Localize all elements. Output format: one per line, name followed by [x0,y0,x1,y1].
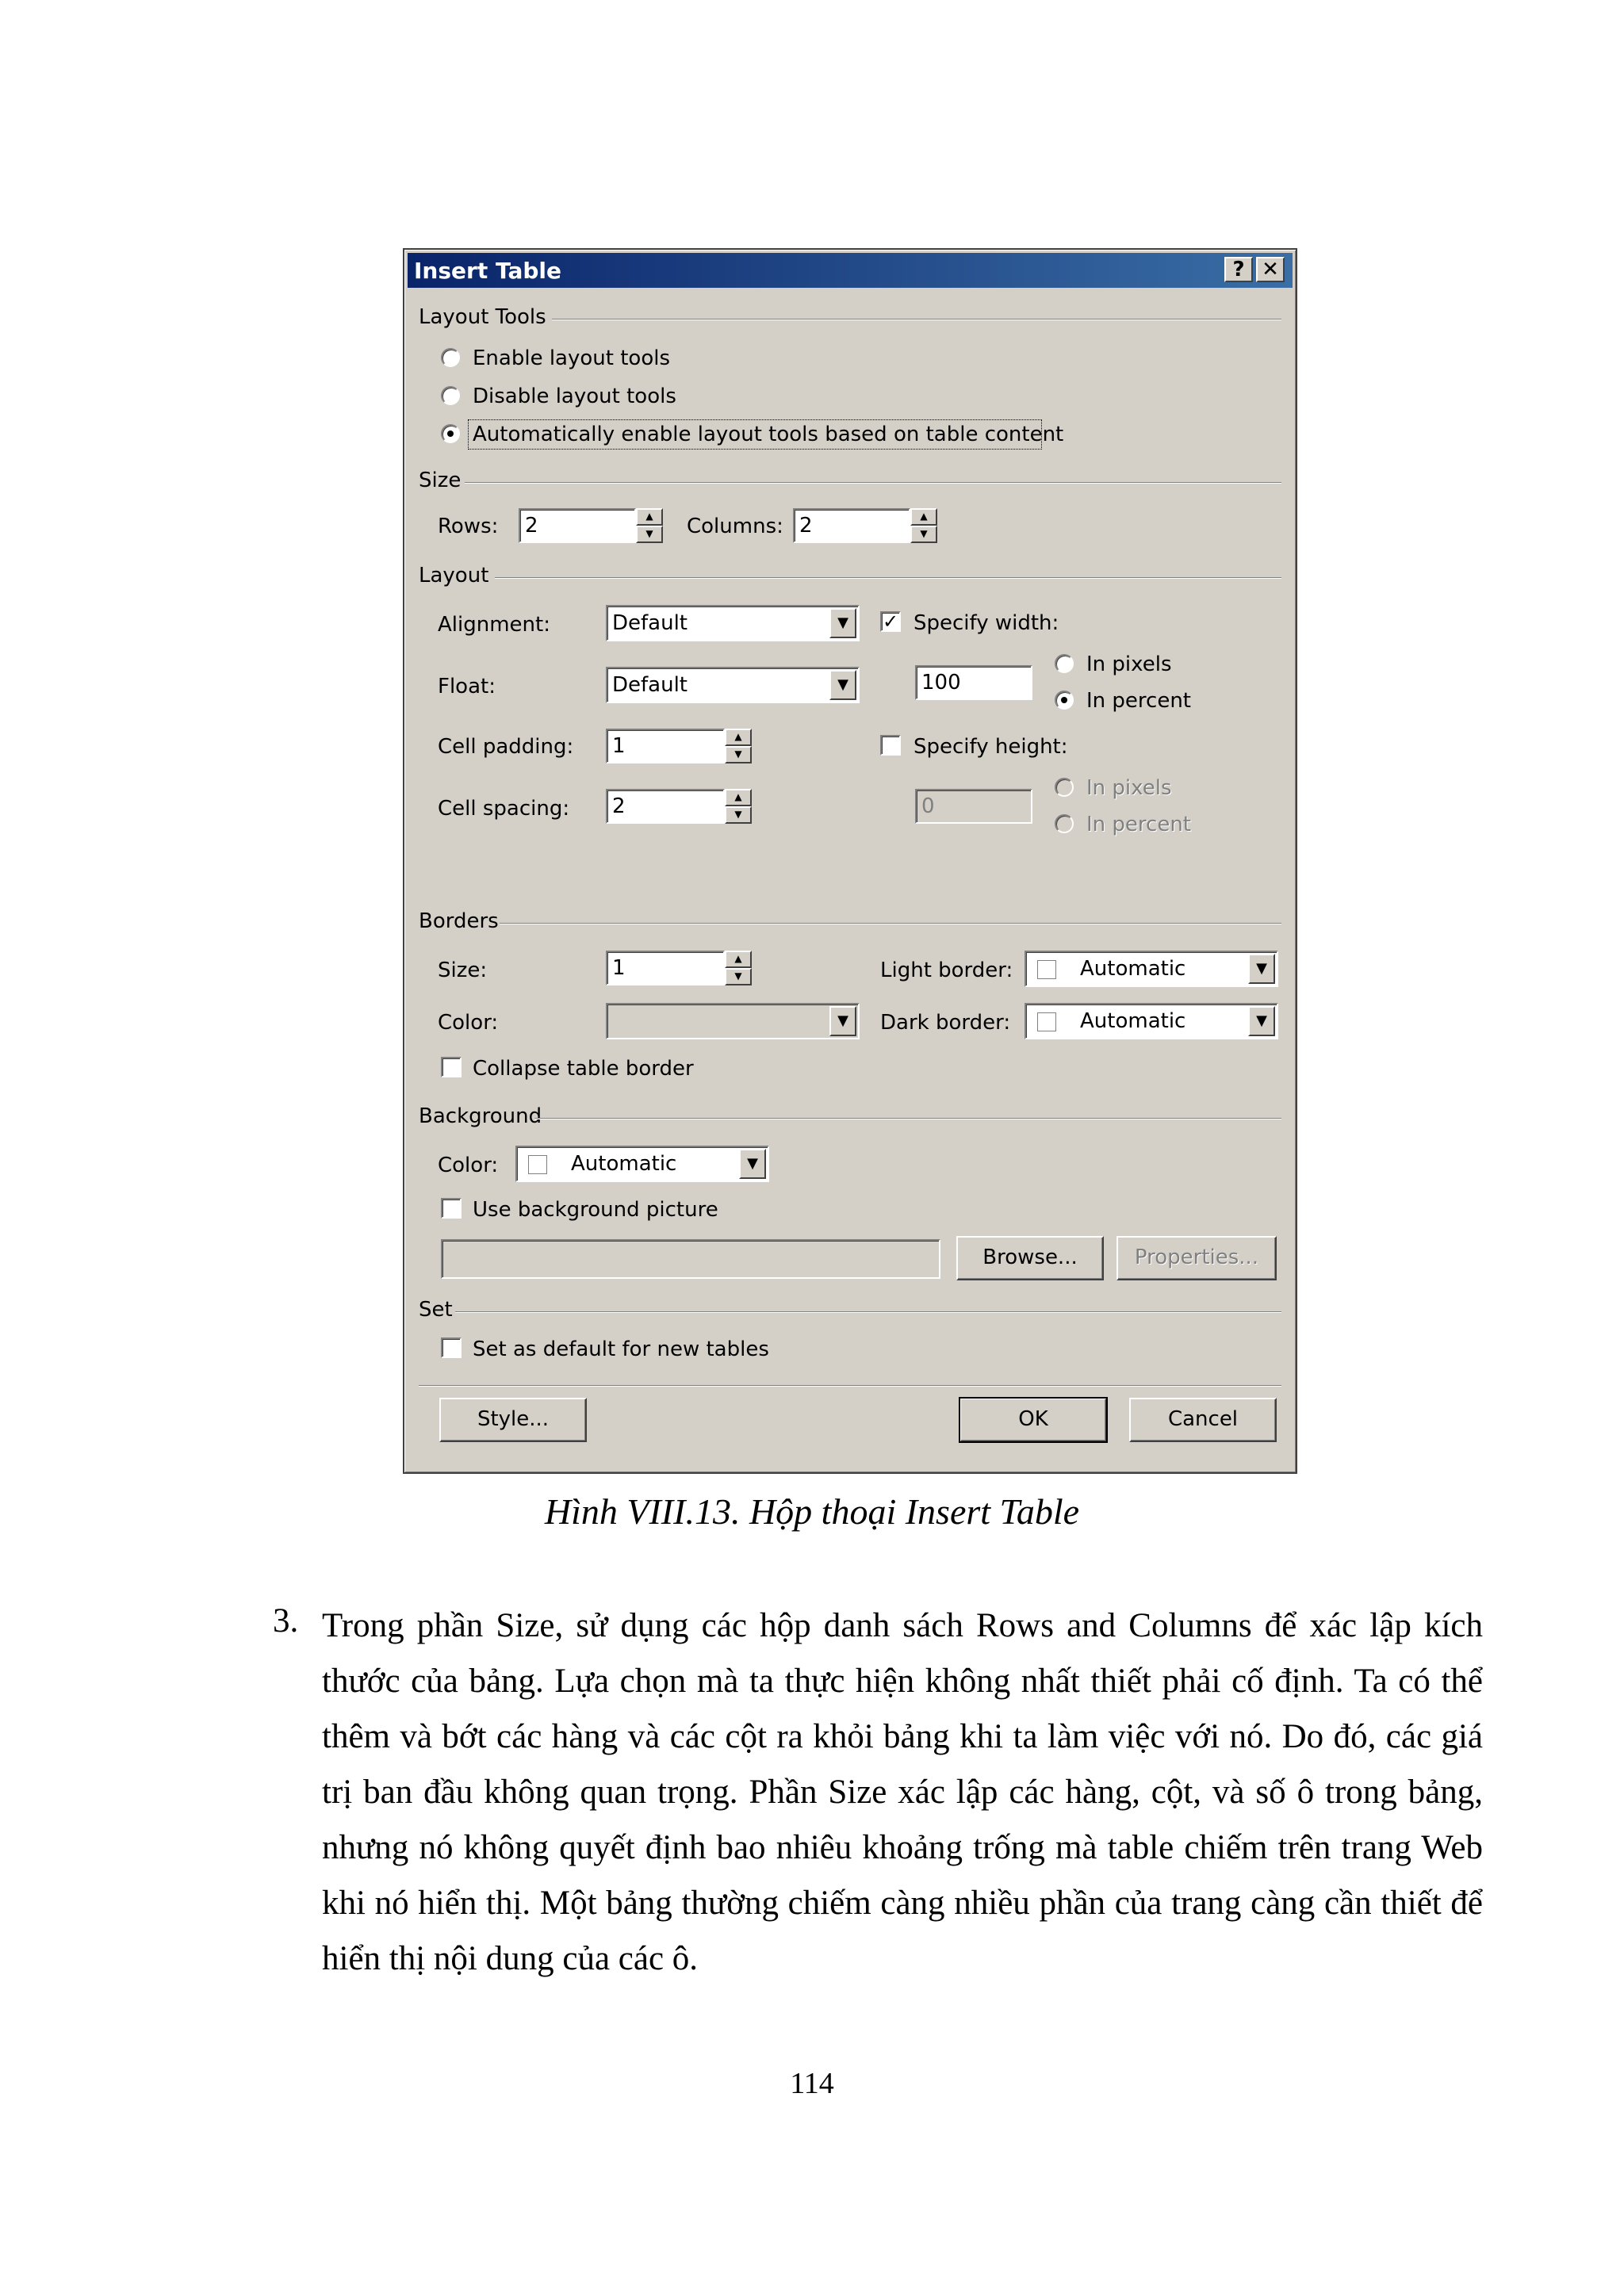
color-swatch-icon [528,1155,547,1174]
auto-layout-tools-label[interactable]: Automatically enable layout tools based on table content [473,423,1064,446]
insert-table-dialog [403,248,1297,1474]
chevron-down-icon[interactable]: ▼ [829,670,856,700]
radio-disable-layout-tools[interactable] [441,386,460,405]
layout-tools-divider [552,319,1281,320]
size-divider [465,482,1281,484]
title-bar[interactable] [408,253,1293,288]
properties-button: Properties... [1116,1236,1277,1280]
chevron-down-icon[interactable]: ▼ [1248,1006,1275,1036]
chevron-down-icon[interactable]: ▼ [829,608,856,638]
width-in-pixels-label[interactable]: In pixels [1086,652,1172,676]
spin-up-icon[interactable]: ▲ [636,508,663,526]
dark-border-value: Automatic [1080,1009,1186,1033]
collapse-border-label[interactable]: Collapse table border [473,1057,694,1081]
rows-stepper[interactable] [636,508,663,543]
page-number: 114 [790,2067,834,2100]
border-color-label: Color: [438,1011,499,1035]
float-value: Default [612,673,688,697]
border-size-stepper[interactable] [725,951,752,985]
enable-layout-tools-label[interactable]: Enable layout tools [473,346,670,370]
cell-spacing-stepper[interactable] [725,789,752,824]
background-picture-path [441,1239,940,1279]
cell-spacing-label: Cell spacing: [438,797,570,821]
height-input: 0 [915,789,1032,824]
dark-border-label: Dark border: [880,1011,1011,1035]
cell-padding-input[interactable]: 1 [606,729,725,763]
height-in-pixels-label: In pixels [1086,776,1172,800]
light-border-label: Light border: [880,959,1013,982]
size-heading: Size [419,469,462,492]
style-button[interactable]: Style... [439,1398,587,1442]
background-color-value: Automatic [571,1152,677,1176]
background-color-label: Color: [438,1154,499,1177]
set-default-label[interactable]: Set as default for new tables [473,1337,769,1361]
footer-divider [419,1385,1281,1387]
spin-down-icon[interactable]: ▼ [725,746,752,763]
width-input[interactable]: 100 [915,665,1032,700]
width-in-percent-label[interactable]: In percent [1086,689,1191,713]
set-heading: Set [419,1298,453,1322]
background-heading: Background [419,1104,542,1128]
radio-auto-layout-tools[interactable] [441,424,460,443]
height-in-percent-label: In percent [1086,813,1191,836]
border-size-label: Size: [438,959,488,982]
color-swatch-icon [1037,1012,1056,1031]
use-background-picture-label[interactable]: Use background picture [473,1198,718,1222]
layout-heading: Layout [419,564,489,587]
background-divider [534,1118,1281,1119]
columns-input[interactable]: 2 [793,508,910,543]
color-swatch-icon [1037,960,1056,979]
specify-width-label[interactable]: Specify width: [914,611,1059,635]
rows-label: Rows: [438,515,499,538]
specify-height-checkbox[interactable] [880,735,901,756]
chevron-down-icon[interactable]: ▼ [829,1006,856,1036]
dialog-title: Insert Table [414,258,561,284]
figure-caption: Hình VIII.13. Hộp thoại Insert Table [544,1491,1080,1532]
columns-label: Columns: [687,515,783,538]
radio-height-in-percent [1055,814,1074,833]
alignment-label: Alignment: [438,613,550,637]
chevron-down-icon[interactable]: ▼ [1248,954,1275,984]
use-background-picture-checkbox[interactable] [441,1198,462,1219]
alignment-value: Default [612,611,688,635]
spin-down-icon[interactable]: ▼ [636,526,663,543]
chevron-down-icon[interactable]: ▼ [739,1149,766,1179]
specify-height-label[interactable]: Specify height: [914,735,1068,759]
light-border-value: Automatic [1080,957,1186,981]
cell-padding-label: Cell padding: [438,735,574,759]
borders-divider [500,923,1281,924]
browse-button[interactable]: Browse... [956,1236,1104,1280]
layout-tools-heading: Layout Tools [419,305,546,329]
border-size-input[interactable]: 1 [606,951,725,985]
list-item-number: 3. [273,1602,299,1640]
dark-border-dropdown[interactable] [1025,1003,1278,1039]
background-color-dropdown[interactable] [515,1146,769,1182]
ok-button[interactable]: OK [959,1398,1107,1442]
cell-padding-stepper[interactable] [725,729,752,763]
columns-stepper[interactable] [910,508,937,543]
radio-height-in-pixels [1055,778,1074,797]
set-default-checkbox[interactable] [441,1337,462,1358]
set-divider [455,1311,1281,1313]
body-paragraph: Trong phần Size, sử dụng các hộp danh sách Rows and Columns để xác lập kích thước của bảng. Lựa chọn mà ta thực hiện không nhất thiết phải cố định. Ta có thể thêm và bớt các hàng và các cột ra khỏi bảng khi ta làm việc với nó. Do đó, các giá trị ban đầu không quan trọng. Phần Size xác lập các hàng, cột, và số ô trong bảng, nhưng nó không quyết định bao nhiêu khoảng trống mà table chiếm trên trang Web khi nó hiển thị. Một bảng thường chiếm càng nhiều phần của trang càng cần thiết để hiển thị nội dung của các ô. [322,1607,1483,1977]
radio-enable-layout-tools[interactable] [441,348,460,367]
float-label: Float: [438,675,496,698]
collapse-border-checkbox[interactable] [441,1057,462,1077]
float-dropdown[interactable] [606,667,860,703]
spin-down-icon[interactable]: ▼ [910,526,937,543]
light-border-dropdown[interactable] [1025,951,1278,987]
spin-up-icon[interactable]: ▲ [725,789,752,806]
rows-input[interactable]: 2 [519,508,636,543]
spin-up-icon[interactable]: ▲ [725,951,752,968]
border-color-dropdown[interactable] [606,1003,860,1039]
radio-width-in-percent[interactable] [1055,691,1074,710]
spin-down-icon[interactable]: ▼ [725,806,752,824]
borders-heading: Borders [419,909,499,933]
disable-layout-tools-label[interactable]: Disable layout tools [473,385,676,408]
help-button[interactable]: ? [1224,257,1253,282]
cancel-button[interactable]: Cancel [1129,1398,1277,1442]
layout-divider [495,577,1281,579]
radio-width-in-pixels[interactable] [1055,654,1074,673]
spin-down-icon[interactable]: ▼ [725,968,752,985]
spin-up-icon[interactable]: ▲ [910,508,937,526]
specify-width-checkbox[interactable]: ✓ [880,611,901,632]
close-icon[interactable]: ✕ [1256,257,1285,282]
alignment-dropdown[interactable] [606,605,860,641]
spin-up-icon[interactable]: ▲ [725,729,752,746]
cell-spacing-input[interactable]: 2 [606,789,725,824]
